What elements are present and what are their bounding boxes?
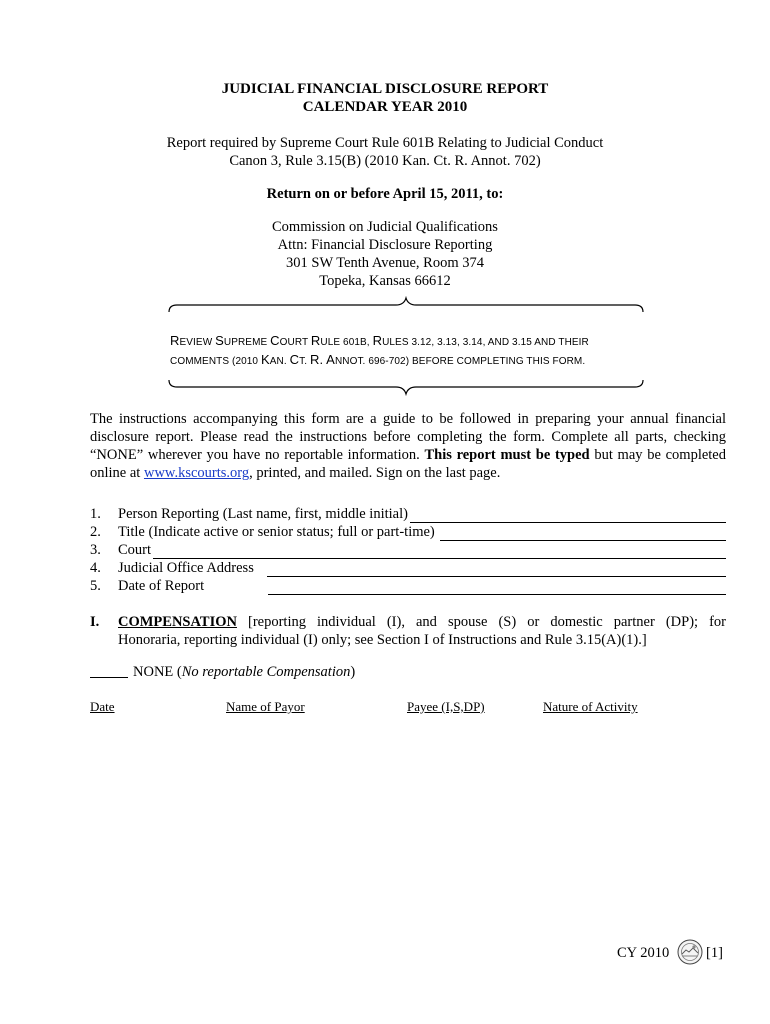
column-nature-of-activity: Nature of Activity (543, 699, 638, 714)
none-label: NONE (No reportable Compensation) (133, 664, 356, 680)
footer-page-number: [1] (706, 945, 723, 961)
kscourts-link[interactable]: www.kscourts.org (143, 465, 250, 481)
bottom-brace-icon (168, 378, 644, 396)
notice-line-2: COMMENTS (2010 KAN. CT. R. ANNOT. 696-702) BEFORE COMPLETING THIS FORM. (170, 352, 586, 367)
return-deadline: Return on or before April 15, 2011, to: (266, 186, 504, 202)
instructions-paragraph: The instructions accompanying this form are a guide to be followed in preparing your annual financial disclosure report. Please read the instructions before completing the form. Complete all parts, checking “NONE” wherever you have no reportable information. This report must be typed but may be completed online at www.kscourts.org, printed, and mailed. Sign on the last page. (90, 411, 726, 481)
person-reporting-input[interactable] (410, 508, 726, 523)
office-address-input[interactable] (267, 562, 726, 577)
none-checkbox[interactable] (90, 677, 128, 678)
title-input[interactable] (440, 526, 726, 541)
rule-line-2: Canon 3, Rule 3.15(B) (2010 Kan. Ct. R. Annot. 702) (229, 153, 541, 169)
rule-line-1: Report required by Supreme Court Rule 601B Relating to Judicial Conduct (166, 135, 604, 151)
address-line-1: Commission on Judicial Qualifications (272, 219, 498, 235)
address-line-3: 301 SW Tenth Avenue, Room 374 (286, 255, 484, 271)
address-line-2: Attn: Financial Disclosure Reporting (277, 237, 493, 253)
field-office-address: 4. Judicial Office Address (90, 559, 726, 577)
court-input[interactable] (153, 544, 726, 559)
date-of-report-input[interactable] (268, 580, 726, 595)
compensation-heading: COMPENSATION (118, 614, 237, 630)
field-date-of-report: 5. Date of Report (90, 577, 726, 595)
report-title: JUDICIAL FINANCIAL DISCLOSURE REPORT (221, 81, 549, 97)
notice-line-1: REVIEW SUPREME COURT RULE 601B, RULES 3.12, 3.13, 3.14, AND 3.15 AND THEIR (170, 333, 589, 348)
column-payee: Payee (I,S,DP) (407, 699, 485, 714)
column-date: Date (90, 699, 115, 714)
section-heading-line: COMPENSATION [reporting individual (I), and spouse (S) or domestic partner (DP); for (118, 614, 726, 630)
section-text-line-2: Honoraria, reporting individual (I) only; see Section I of Instructions and Rule 3.15(A)(1).] (118, 632, 647, 648)
footer-cy: CY 2010 (617, 945, 670, 961)
top-brace-icon (168, 296, 644, 314)
section-numeral: I. (90, 614, 100, 630)
kansas-seal-icon (677, 939, 703, 965)
field-title: 2. Title (Indicate active or senior status; full or part-time) (90, 523, 726, 541)
field-court: 3. Court (90, 541, 726, 559)
column-name-of-payor: Name of Payor (226, 699, 305, 714)
report-year: CALENDAR YEAR 2010 (302, 99, 468, 115)
address-line-4: Topeka, Kansas 66612 (319, 273, 451, 289)
field-person-reporting: 1. Person Reporting (Last name, first, middle initial) (90, 505, 726, 523)
